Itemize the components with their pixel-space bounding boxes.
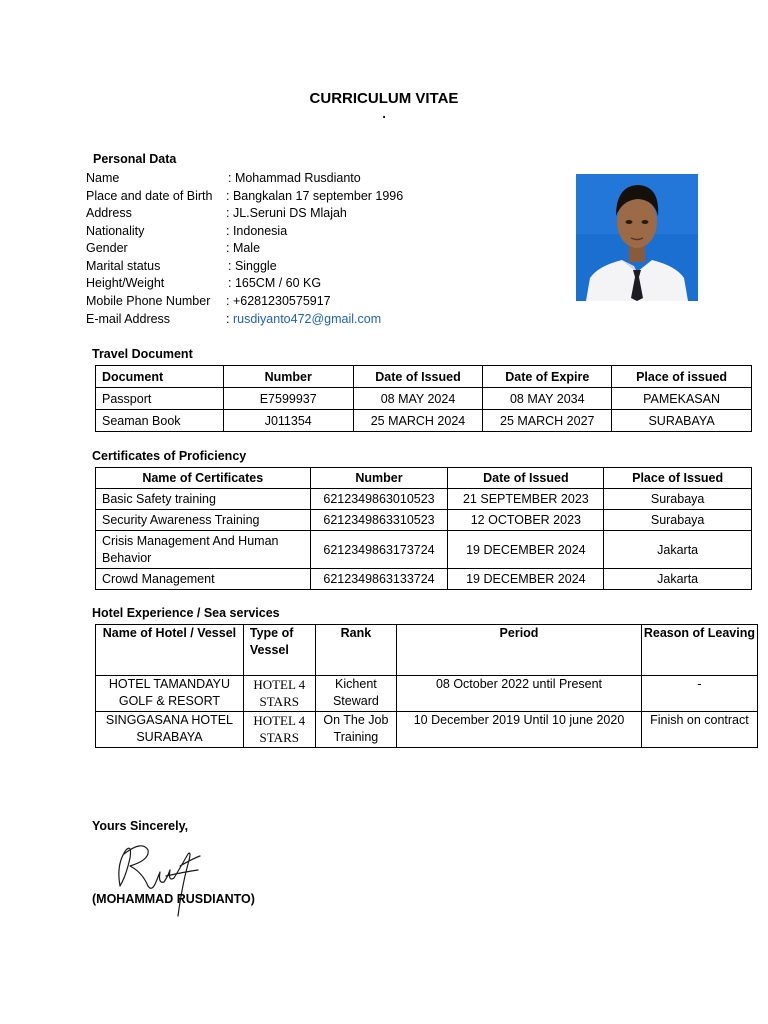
- personal-label: Nationality: [86, 223, 145, 238]
- table-cell: Crowd Management: [96, 569, 311, 590]
- personal-label: E-mail Address: [86, 312, 171, 326]
- table-cell: J011354: [223, 410, 353, 432]
- table-cell: Jakarta: [604, 569, 752, 590]
- personal-value-email: [226, 311, 381, 328]
- table-row: [96, 510, 752, 531]
- table-header: Document: [96, 366, 224, 388]
- table-header: Name of Hotel / Vessel: [96, 625, 244, 676]
- table-header: Name of Certificates: [96, 468, 311, 489]
- travel-document-heading: Travel Document: [92, 347, 193, 361]
- table-cell: 19 DECEMBER 2024: [448, 531, 604, 569]
- table-header: Date of Issued: [448, 468, 604, 489]
- personal-data-heading: Personal Data: [93, 152, 177, 166]
- experience-heading: Hotel Experience / Sea services: [92, 606, 280, 620]
- personal-row-email: [86, 311, 566, 328]
- personal-label: Name: [86, 171, 120, 185]
- table-row: [96, 410, 752, 432]
- table-cell: Kichent Steward: [315, 676, 397, 712]
- table-header: Rank: [315, 625, 397, 676]
- table-row: [96, 531, 752, 569]
- table-cell: 10 December 2019 Until 10 june 2020: [397, 712, 642, 748]
- personal-row-gender: [86, 240, 566, 257]
- table-cell: Basic Safety training: [96, 489, 311, 510]
- certificates-heading: Certificates of Proficiency: [92, 449, 247, 463]
- personal-value: : Indonesia: [226, 223, 288, 238]
- table-cell: HOTEL TAMANDAYU GOLF & RESORT: [96, 676, 244, 712]
- table-cell: 25 MARCH 2027: [483, 410, 612, 432]
- table-cell: E7599937: [223, 388, 353, 410]
- table-header: Period: [397, 625, 642, 676]
- personal-value: : +6281230575917: [226, 293, 331, 308]
- personal-row-phone: [86, 293, 566, 310]
- experience-table: [95, 624, 758, 748]
- table-cell: Crisis Management And Human Behavior: [96, 531, 311, 569]
- personal-label: Marital status: [86, 258, 161, 273]
- personal-label: Place and date of Birth: [86, 188, 213, 203]
- personal-label: Address: [86, 206, 132, 220]
- table-header: Type of Vessel: [243, 625, 315, 676]
- table-cell: 08 October 2022 until Present: [397, 676, 642, 712]
- table-cell: HOTEL 4 STARS: [243, 712, 315, 748]
- table-cell: 12 OCTOBER 2023: [448, 510, 604, 531]
- table-row: [96, 676, 758, 712]
- table-header: Date of Issued: [353, 366, 483, 388]
- table-cell: 08 MAY 2034: [483, 388, 612, 410]
- table-cell: 19 DECEMBER 2024: [448, 569, 604, 590]
- table-cell: 6212349863010523: [310, 489, 448, 510]
- signature-name: (MOHAMMAD RUSDIANTO): [92, 892, 255, 906]
- table-cell: -: [641, 676, 757, 712]
- title-dot: .: [382, 106, 386, 121]
- table-cell: 25 MARCH 2024: [353, 410, 483, 432]
- email-link[interactable]: rusdiyanto472@gmail.com: [232, 312, 382, 326]
- table-row: [96, 489, 752, 510]
- personal-label: Height/Weight: [86, 276, 165, 290]
- travel-document-table: [95, 365, 752, 432]
- personal-value: : Male: [226, 241, 261, 255]
- table-header: Place of issued: [612, 366, 752, 388]
- table-header-row: [96, 625, 758, 676]
- personal-value: : Mohammad Rusdianto: [228, 171, 361, 185]
- table-header-row: [96, 366, 752, 388]
- table-cell: 6212349863173724: [310, 531, 448, 569]
- personal-row-birth: [86, 188, 566, 205]
- personal-value: : 165CM / 60 KG: [228, 276, 322, 290]
- personal-value: : JL.Seruni DS Mlajah: [226, 206, 347, 220]
- closing-text: Yours Sincerely,: [92, 819, 189, 833]
- table-cell: HOTEL 4 STARS: [243, 676, 315, 712]
- table-cell: Jakarta: [604, 531, 752, 569]
- certificates-table: [95, 467, 752, 590]
- document-title: CURRICULUM VITAE: [309, 90, 459, 107]
- personal-label: Gender: [86, 241, 128, 255]
- personal-label: Mobile Phone Number: [86, 293, 211, 308]
- table-header: Place of Issued: [604, 468, 752, 489]
- personal-row-height-weight: [86, 275, 566, 292]
- personal-value: : Bangkalan 17 september 1996: [226, 188, 404, 203]
- table-header: Reason of Leaving: [641, 625, 757, 676]
- table-cell: 08 MAY 2024: [353, 388, 483, 410]
- table-cell: Finish on contract: [641, 712, 757, 748]
- table-cell: 21 SEPTEMBER 2023: [448, 489, 604, 510]
- table-row: [96, 712, 758, 748]
- table-cell: 6212349863310523: [310, 510, 448, 531]
- personal-row-address: [86, 205, 566, 222]
- table-cell: SINGGASANA HOTEL SURABAYA: [96, 712, 244, 748]
- personal-row-name: [86, 170, 566, 187]
- table-cell: PAMEKASAN: [612, 388, 752, 410]
- table-cell: 6212349863133724: [310, 569, 448, 590]
- table-cell: On The Job Training: [315, 712, 397, 748]
- table-header: Number: [310, 468, 448, 489]
- table-row: [96, 388, 752, 410]
- table-cell: Passport: [96, 388, 224, 410]
- table-header: Date of Expire: [483, 366, 612, 388]
- table-cell: Surabaya: [604, 510, 752, 531]
- personal-row-nationality: [86, 223, 566, 240]
- profile-photo: [576, 174, 698, 301]
- table-cell: Seaman Book: [96, 410, 224, 432]
- personal-value: : Singgle: [228, 258, 277, 273]
- table-header: Number: [223, 366, 353, 388]
- table-row: [96, 569, 752, 590]
- table-cell: Surabaya: [604, 489, 752, 510]
- table-cell: Security Awareness Training: [96, 510, 311, 531]
- table-header-row: [96, 468, 752, 489]
- personal-row-marital: [86, 258, 566, 275]
- table-cell: SURABAYA: [612, 410, 752, 432]
- email-colon: :: [226, 312, 233, 326]
